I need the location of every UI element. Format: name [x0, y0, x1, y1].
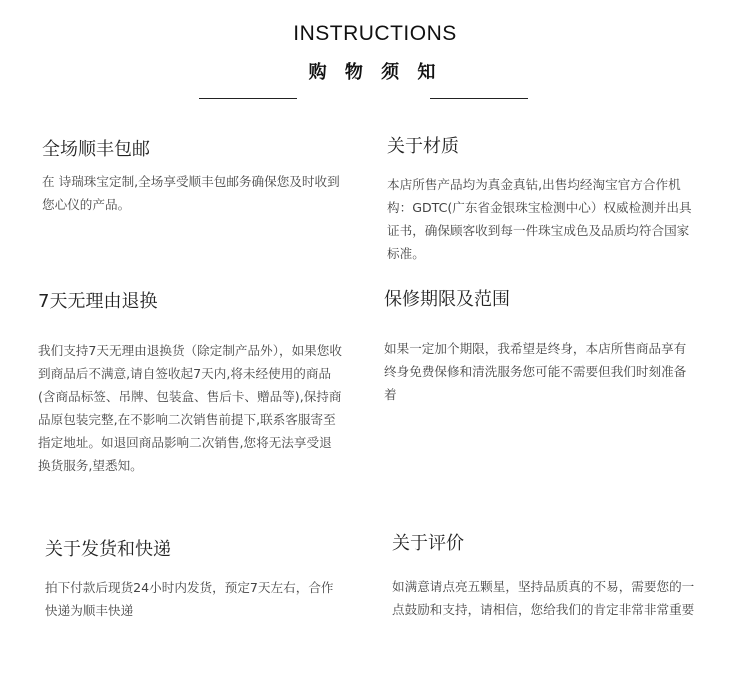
section-material [387, 135, 697, 265]
section-delivery [45, 538, 335, 622]
page-title-cn: 购 物 须 知 [308, 62, 442, 83]
right-divider [430, 98, 528, 99]
section-title: 关于评价 [392, 533, 464, 554]
section-body: 在 诗瑞珠宝定制,全场享受顺丰包邮务确保您及时收到您心仪的产品。 [42, 174, 340, 212]
section-body: 拍下付款后现货24小时内发货，预定7天左右，合作快递为顺丰快递 [45, 580, 334, 618]
section-returns [38, 290, 343, 477]
section-body: 本店所售产品均为真金真钻,出售均经淘宝官方合作机构：GDTC(广东省金银珠宝检测中心）权威检测并出具证书，确保顾客收到每一件珠宝成色及品质均符合国家标准。 [387, 177, 692, 261]
left-divider [199, 98, 297, 99]
section-body: 如果一定加个期限，我希望是终身，本店所售商品享有终身免费保修和清洗服务您可能不需要但我们时刻准备着 [384, 341, 687, 402]
section-warranty [384, 288, 694, 406]
section-title: 7天无理由退换 [38, 291, 158, 312]
section-title: 保修期限及范围 [384, 289, 510, 310]
section-body: 我们支持7天无理由退换货（除定制产品外），如果您收到商品后不满意,请自签收起7天内,将未经使用的商品(含商品标签、吊牌、包装盒、售后卡、赠品等),保持商品原包装完整,在不影响二次销售前提下,联系客服寄至指定地址。如退回商品影响二次销售,您将无法享受退换货服务,望悉知。 [38, 343, 342, 473]
section-shipping [42, 138, 342, 216]
section-title: 关于发货和快递 [45, 539, 171, 560]
page-title-en: INSTRUCTIONS [293, 22, 457, 45]
section-title: 全场顺丰包邮 [42, 139, 150, 160]
section-body: 如满意请点亮五颗星，坚持品质真的不易，需要您的一点鼓励和支持，请相信，您给我们的肯定非常非常重要 [392, 579, 695, 617]
section-title: 关于材质 [387, 136, 459, 157]
section-reviews [392, 532, 697, 621]
